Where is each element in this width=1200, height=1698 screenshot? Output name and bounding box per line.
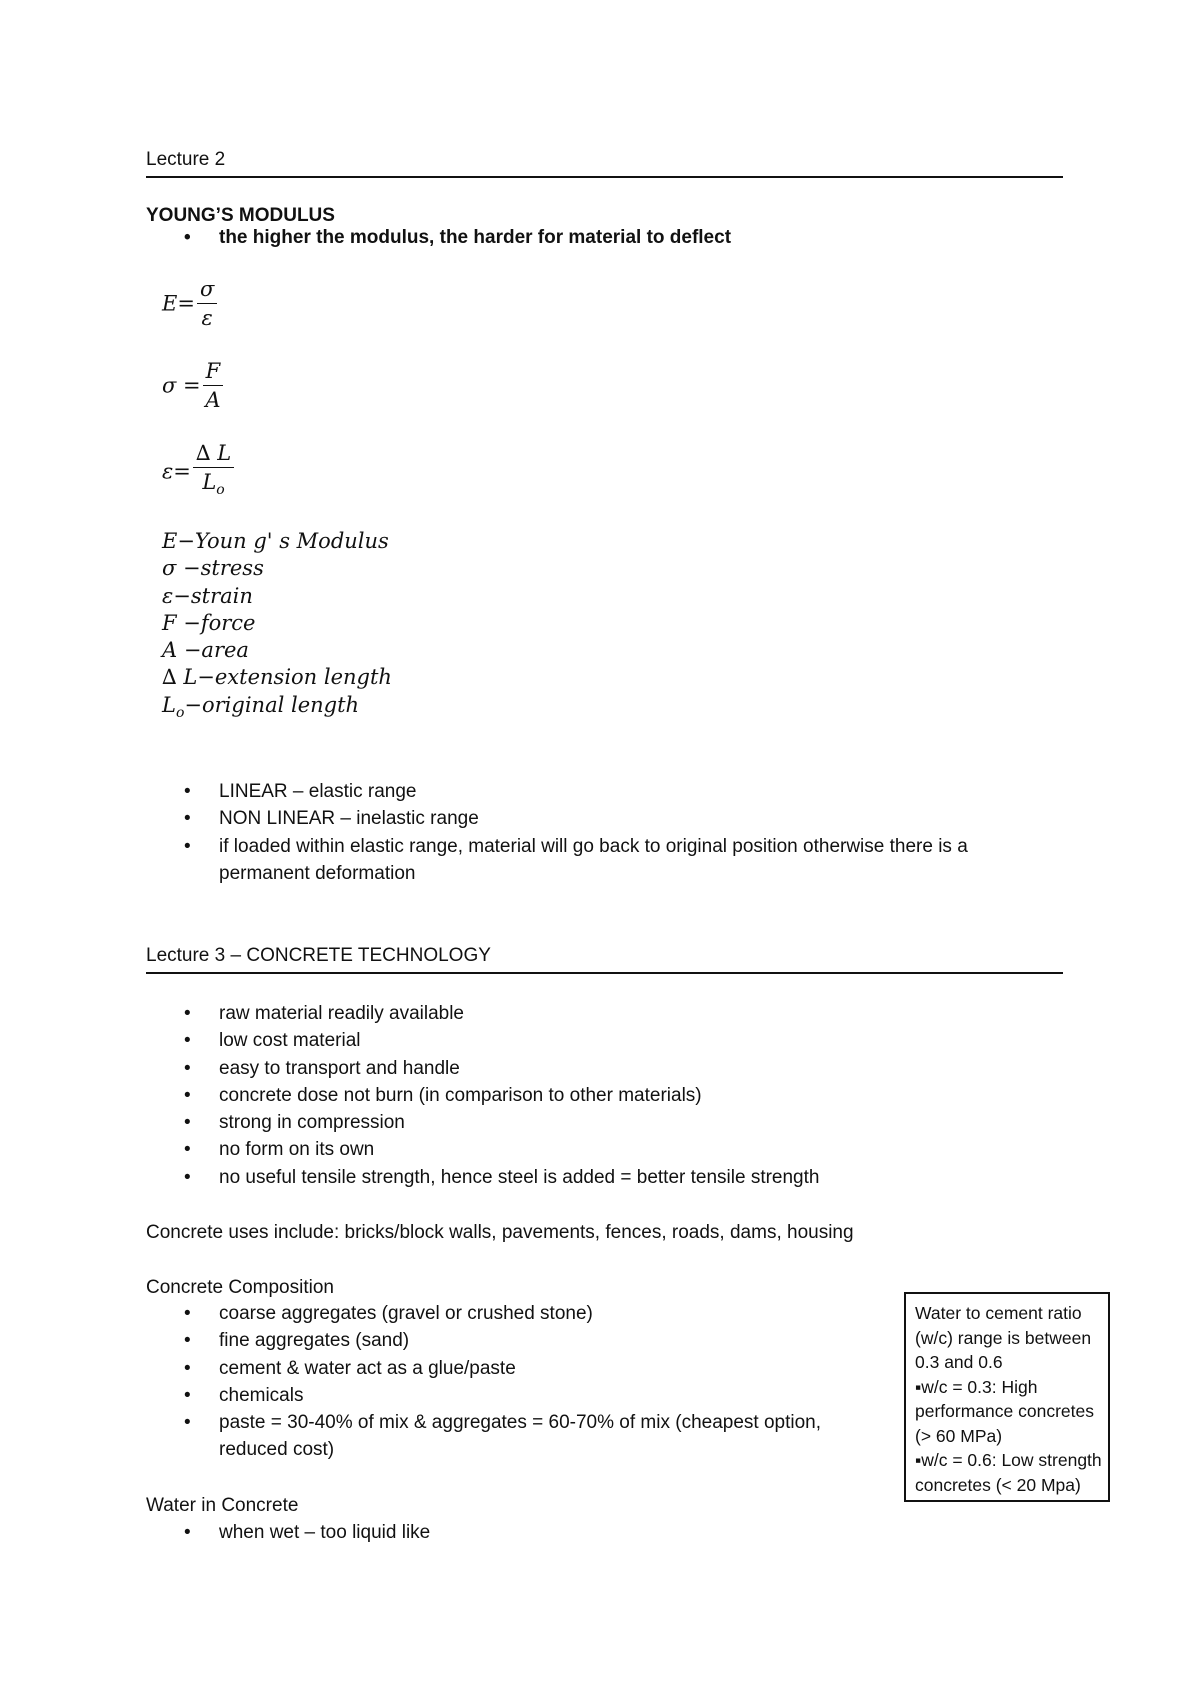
list-item: • low cost material xyxy=(146,1027,1046,1054)
water-title: Water in Concrete xyxy=(146,1495,299,1516)
elasticity-bullets xyxy=(146,778,1046,887)
eq1-lhs: E= xyxy=(162,291,195,316)
list-item: • chemicals xyxy=(146,1382,886,1409)
lecture2-heading: Lecture 2 xyxy=(146,148,1063,178)
info-line: ▪w/c = 0.6: Low strength xyxy=(915,1450,1102,1470)
youngs-modulus-bullets xyxy=(146,224,1046,251)
list-item: • NON LINEAR – inelastic range xyxy=(146,805,1046,832)
list-item: • LINEAR – elastic range xyxy=(146,778,1046,805)
def-text: −original length xyxy=(184,692,360,717)
eq3-denominator-subscript: o xyxy=(216,482,225,498)
info-line: Water to cement ratio xyxy=(915,1303,1082,1323)
composition-bullets xyxy=(146,1300,886,1464)
eq2-lhs: σ = xyxy=(162,373,201,398)
list-item: • raw material readily available xyxy=(146,1000,1046,1027)
variable-definitions xyxy=(162,528,392,727)
list-item: • strong in compression xyxy=(146,1109,1046,1136)
list-item: • paste = 30-40% of mix & aggregates = 60-70% of mix (cheapest option, reduced cost) xyxy=(146,1409,886,1464)
info-line: ▪w/c = 0.3: High xyxy=(915,1376,1038,1397)
eq2-denominator: A xyxy=(205,388,221,412)
list-item: • fine aggregates (sand) xyxy=(146,1327,886,1354)
list-item: • easy to transport and handle xyxy=(146,1055,1046,1082)
eq1-denominator: ε xyxy=(201,306,213,330)
eq3-numerator: ∆ L xyxy=(193,440,234,468)
list-item: • no useful tensile strength, hence steel is added = better tensile strength xyxy=(146,1164,1046,1191)
eq1-numerator: σ xyxy=(197,276,217,304)
list-item: • the higher the modulus, the harder for material to deflect xyxy=(146,224,1046,251)
youngs-modulus-title: YOUNG’S MODULUS xyxy=(146,205,335,226)
composition-title: Concrete Composition xyxy=(146,1277,334,1298)
equation-strain xyxy=(162,440,234,503)
definition-line: ε−strain xyxy=(162,583,253,608)
equation-stress xyxy=(162,358,223,413)
equation-youngs-modulus xyxy=(162,276,217,331)
definition-line: F −force xyxy=(162,610,256,635)
eq3-denominator: L xyxy=(202,470,217,494)
definition-line: A −area xyxy=(162,638,249,663)
info-line: (> 60 MPa) xyxy=(915,1425,1003,1446)
list-item: • when wet – too liquid like xyxy=(146,1519,1046,1546)
list-item: • coarse aggregates (gravel or crushed stone) xyxy=(146,1300,886,1327)
definition-line-original-length xyxy=(162,692,392,727)
list-item: • if loaded within elastic range, material will go back to original position otherwise there is a permanent deformation xyxy=(146,833,1046,888)
info-line: concretes (< 20 Mpa) xyxy=(915,1474,1081,1495)
water-cement-ratio-box xyxy=(904,1292,1110,1502)
def-symbol: L xyxy=(162,692,176,717)
concrete-properties-bullets xyxy=(146,1000,1046,1191)
info-line: (w/c) range is between xyxy=(915,1327,1092,1348)
concrete-uses: Concrete uses include: bricks/block walls, pavements, fences, roads, dams, housing xyxy=(146,1222,854,1243)
eq2-numerator: F xyxy=(203,358,224,386)
definition-line: E−Youn g' s Modulus xyxy=(162,529,389,553)
info-line: performance concretes xyxy=(915,1401,1094,1421)
info-line: 0.3 and 0.6 xyxy=(915,1352,1003,1372)
list-item: • cement & water act as a glue/paste xyxy=(146,1355,886,1382)
definition-line: ∆ L−extension length xyxy=(162,665,392,690)
eq3-lhs: ε= xyxy=(162,459,191,484)
def-symbol-subscript: o xyxy=(175,704,185,721)
list-item: • concrete dose not burn (in comparison to other materials) xyxy=(146,1082,1046,1109)
water-bullets xyxy=(146,1519,1046,1546)
lecture3-heading: Lecture 3 – CONCRETE TECHNOLOGY xyxy=(146,944,1063,974)
list-item: • no form on its own xyxy=(146,1136,1046,1163)
definition-line: σ −stress xyxy=(162,556,264,581)
